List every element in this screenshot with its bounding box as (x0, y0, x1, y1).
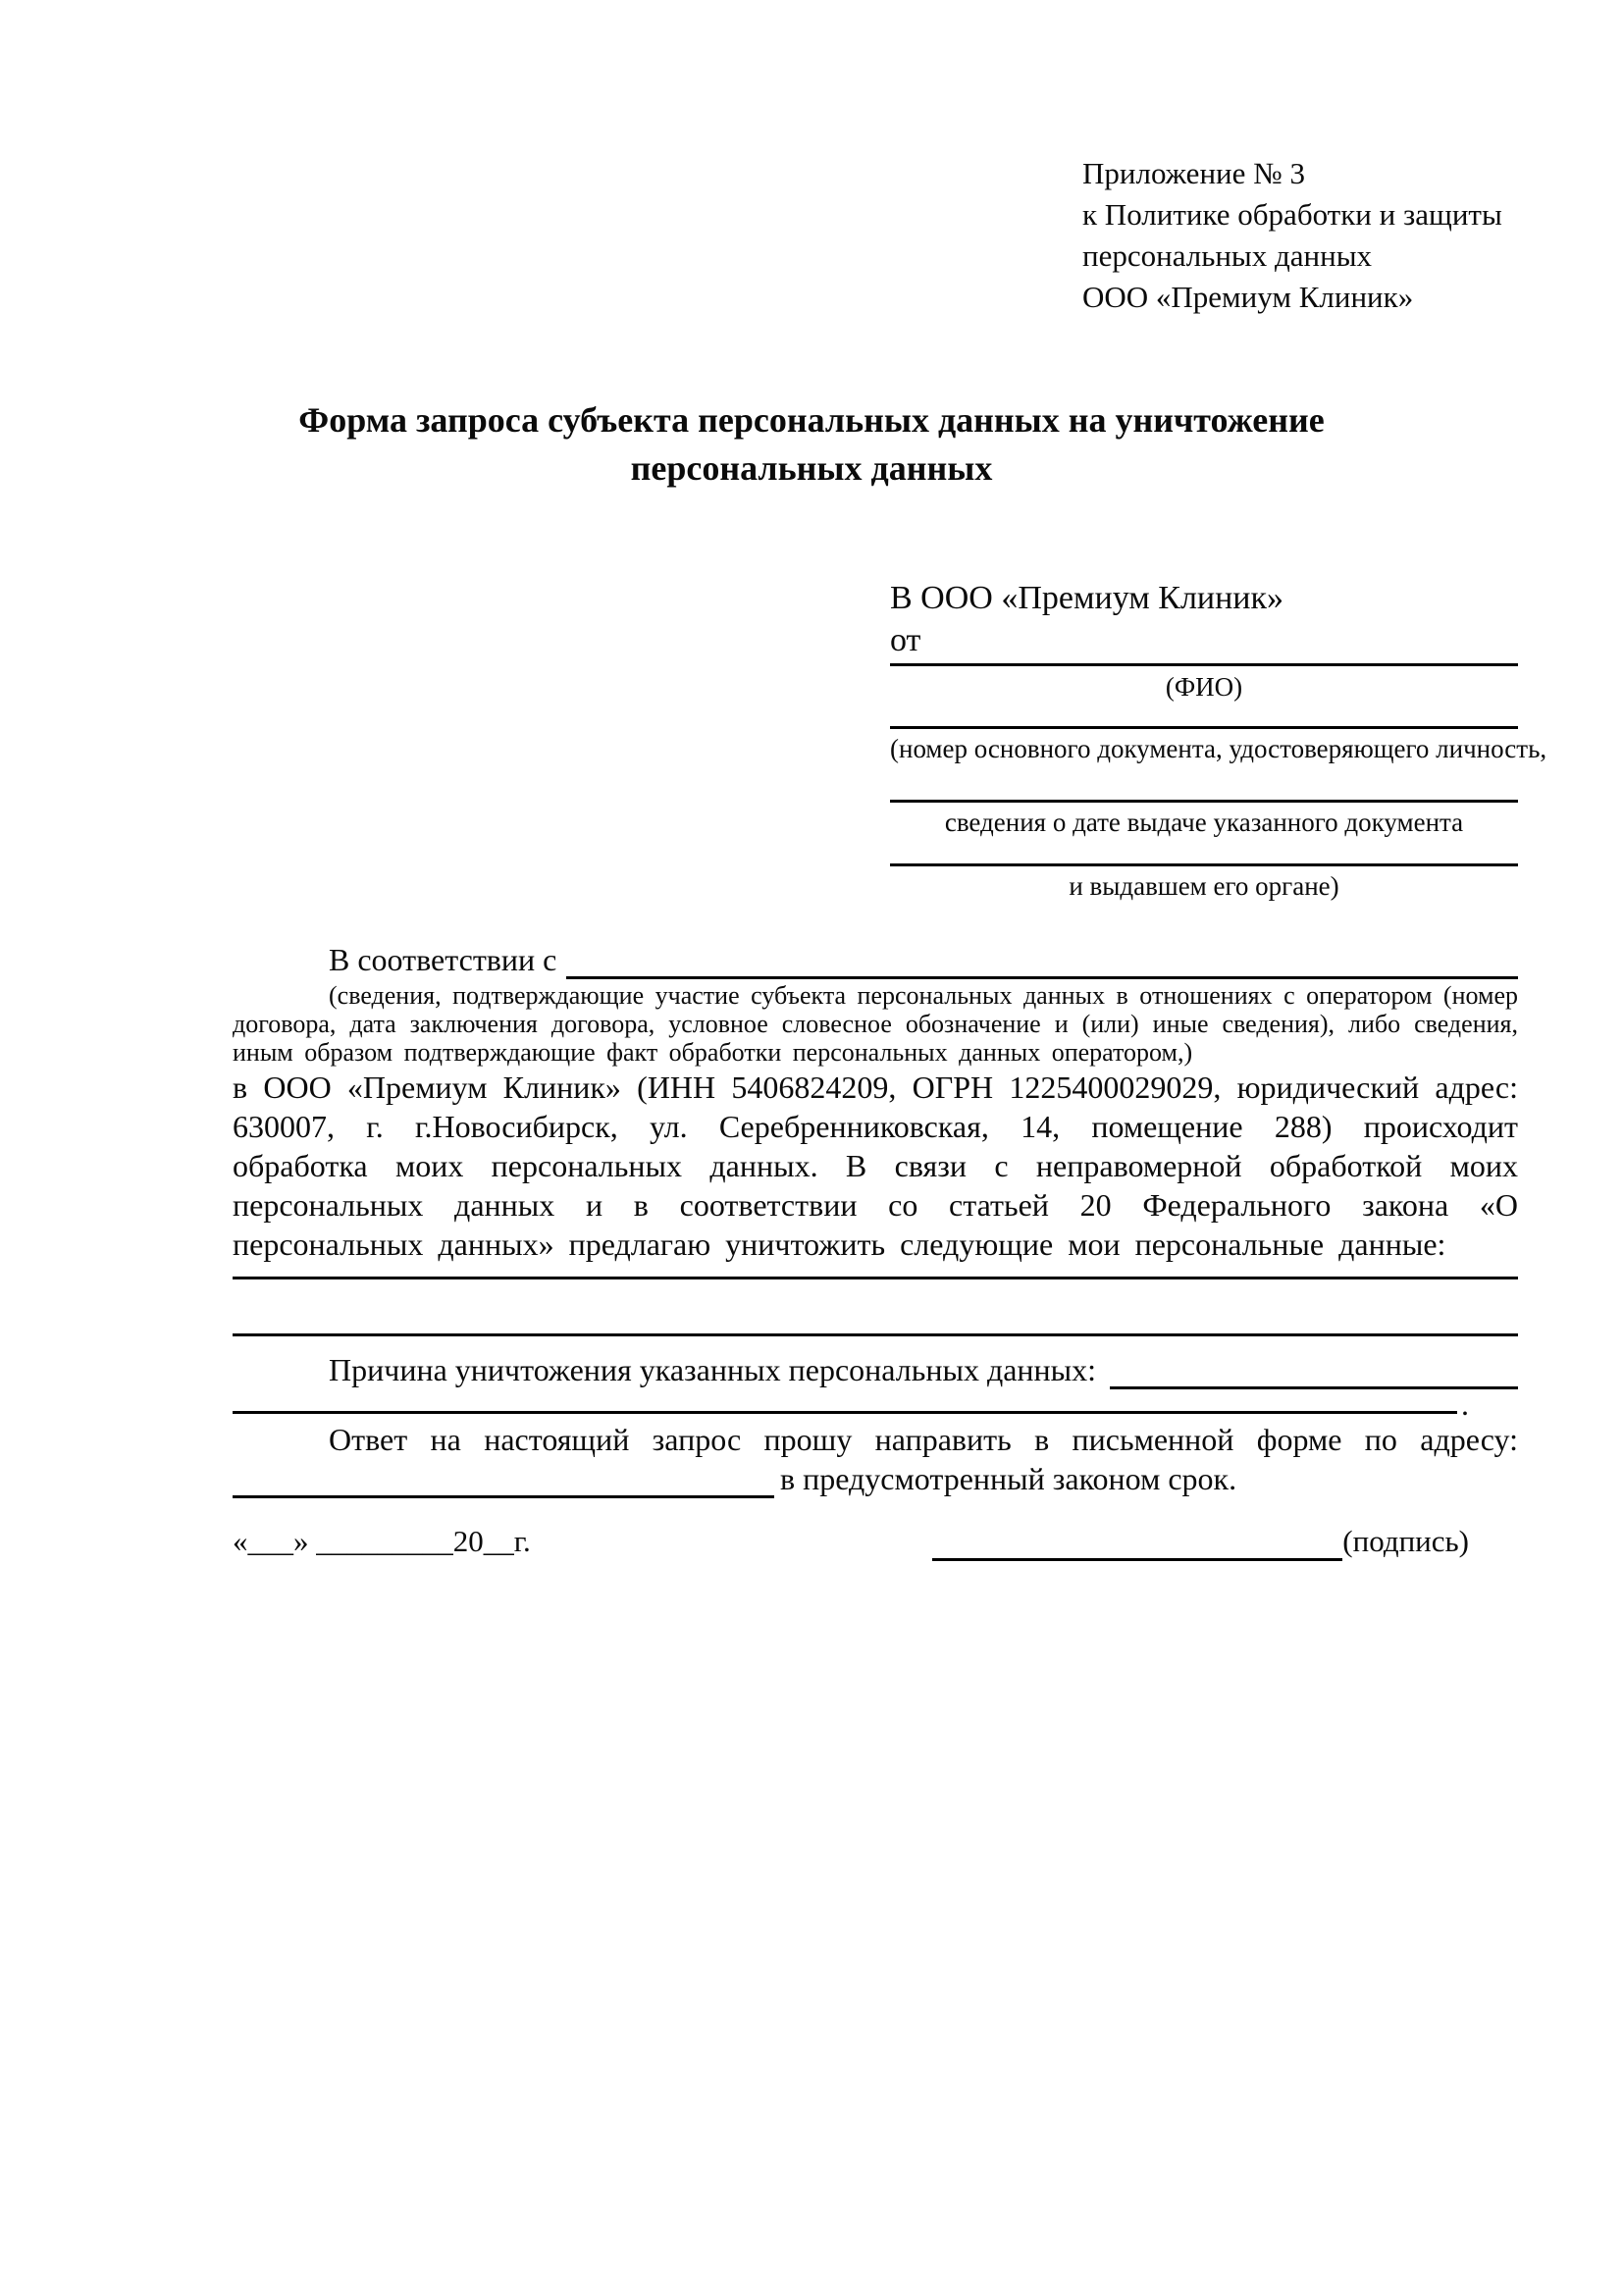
issue-date-blank-line (890, 800, 1518, 803)
reason-blank-line (1110, 1386, 1518, 1389)
document-body (233, 935, 1518, 1561)
appendix-line: ООО «Премиум Клиник» (1082, 280, 1414, 314)
appendix-line: персональных данных (1082, 238, 1373, 273)
document-title-line2: персональных данных (630, 448, 993, 488)
fio-caption: (ФИО) (1165, 672, 1243, 702)
document-title-line1: Форма запроса субъекта персональных данных на уничтожение (298, 400, 1325, 440)
issuing-authority-caption: и выдавшем его органе) (1069, 871, 1339, 901)
accordance-prefix: В соответствии с (329, 942, 557, 977)
accordance-row (233, 935, 1518, 979)
reason-continuation-row (233, 1386, 1469, 1422)
appendix-header (1082, 153, 1502, 318)
personal-data-blank-line-1 (233, 1264, 1518, 1279)
date-signature-row (233, 1522, 1518, 1561)
reply-address-row (233, 1459, 1518, 1498)
reply-address-blank-line (233, 1459, 774, 1498)
accordance-note: (сведения, подтверждающие участие субъекта персональных данных в отношениях с оператором (номер договора, дата заключения договора, условное словесное обозначение и (или) иные сведения), либо сведения, иным образом подтверждающие факт обработки персональных данных оператором,) (233, 981, 1518, 1067)
sentence-period: . (1461, 1386, 1469, 1422)
reason-label: Причина уничтожения указанных персональных данных: (329, 1352, 1097, 1387)
statement-paragraph: в ООО «Премиум Клиник» (ИНН 5406824209, ОГРН 1225400029029, юридический адрес: 630007, г. г.Новосибирск, ул. Серебренниковская, 14, помещение 288) происходит обработка моих персональных данных. В связи с неправомерной обработкой моих персональных данных и в соответствии со статьей 20 Федерального закона «О персональных данных» предлагаю уничтожить следующие мои персональные данные: (233, 1070, 1518, 1262)
fio-blank-line (890, 663, 1518, 666)
reason-row (233, 1348, 1518, 1389)
addressee-block (890, 577, 1547, 901)
issue-date-caption: сведения о дате выдаче указанного документа (944, 808, 1464, 837)
reply-tail-text: в предусмотренный законом срок. (780, 1461, 1237, 1496)
document-title (169, 396, 1454, 493)
doc-number-blank-line (890, 726, 1518, 729)
signature-blank-line (932, 1525, 1342, 1561)
signature-caption: (подпись) (1342, 1524, 1469, 1558)
accordance-blank-line (566, 976, 1518, 979)
appendix-line: к Политике обработки и защиты (1082, 197, 1502, 232)
date-blank: «___» _________20__г. (233, 1524, 531, 1558)
personal-data-blank-line-2 (233, 1279, 1518, 1336)
issuing-authority-blank-line (890, 863, 1518, 866)
signature-group (932, 1522, 1469, 1561)
addressee-organization: В ООО «Премиум Клиник» (890, 580, 1284, 616)
doc-number-caption: (номер основного документа, удостоверяющего личность, (890, 734, 1547, 763)
reply-request-sentence: Ответ на настоящий запрос прошу направить в письменной форме по адресу: (329, 1422, 1518, 1457)
appendix-line: Приложение № 3 (1082, 156, 1305, 190)
reason-blank-line-2 (233, 1411, 1457, 1414)
addressee-from-label: от (890, 622, 921, 658)
